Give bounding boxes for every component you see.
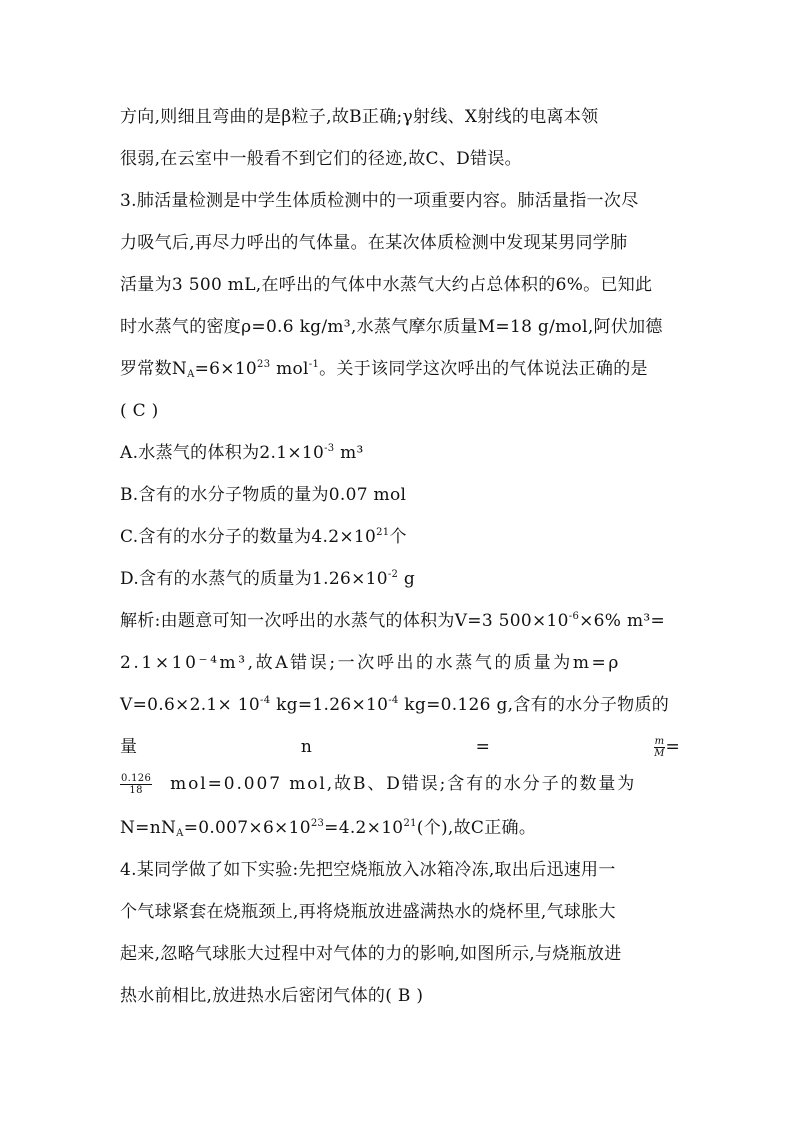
text: C.含有的水分子的数量为4.2×10	[120, 527, 377, 547]
question-4-line-2: 个气球紧套在烧瓶颈上,再将烧瓶放进盛满热水的烧杯里,气球胀大	[120, 902, 616, 922]
subscript: A	[187, 369, 195, 380]
superscript: 23	[257, 359, 271, 370]
superscript: -4	[388, 695, 399, 706]
fraction-0126-over-18	[120, 773, 152, 796]
question-3-line-1: 3.肺活量检测是中学生体质检测中的一项重要内容。肺活量指一次尽	[120, 191, 639, 211]
text: N=nN	[120, 818, 177, 838]
solution-line-6	[120, 816, 680, 840]
superscript: 21	[376, 527, 390, 538]
question-3-line-3: 活量为3 500 mL,在呼出的气体中水蒸气大约占总体积的6%。已知此	[120, 275, 653, 295]
text: 解析:由题意可知一次呼出的水蒸气的体积为V=3 500×10	[120, 611, 569, 631]
superscript: 21	[403, 818, 417, 829]
superscript: 23	[310, 818, 325, 829]
text: 。关于该同学这次呼出的气体说法正确的是	[319, 359, 648, 379]
question-4-line-1: 4.某同学做了如下实验:先把空烧瓶放入冰箱冷冻,取出后迅速用一	[120, 860, 616, 880]
fraction-numerator: 0.126	[121, 772, 152, 784]
option-d	[120, 567, 680, 591]
text: 个	[389, 527, 407, 547]
fraction-m-over-M	[654, 735, 680, 759]
solution-line-4	[120, 735, 680, 759]
question-4-line-3: 起来,忽略气球胀大过程中对气体的力的影响,如图所示,与烧瓶放进	[120, 944, 622, 964]
superscript: -6	[568, 611, 580, 622]
text: (个),故C正确。	[416, 818, 537, 838]
solution-line-3	[120, 693, 680, 717]
option-b: B.含有的水分子物质的量为0.07 mol	[120, 485, 407, 505]
text: =	[475, 737, 491, 757]
superscript: -3	[324, 443, 335, 454]
option-c	[120, 525, 680, 549]
option-a	[120, 441, 680, 465]
superscript: -2	[387, 569, 399, 580]
text: =4.2×10	[324, 818, 404, 838]
text: 罗常数N	[120, 359, 188, 379]
text: kg=1.26×10	[270, 695, 389, 715]
question-3-line-4: 时水蒸气的密度ρ=0.6 kg/m³,水蒸气摩尔质量M=18 g/mol,阿伏加德	[120, 317, 663, 337]
question-3-line-2: 力吸气后,再尽力呼出的气体量。在某次体质检测中发现某男同学肺	[120, 233, 628, 253]
text: 量	[120, 737, 138, 757]
superscript: -1	[308, 359, 320, 370]
text: mol	[270, 359, 309, 379]
prev-solution-line-1: 方向,则细且弯曲的是β粒子,故B正确;γ射线、X射线的电离本领	[120, 107, 599, 127]
text: =6×10	[194, 359, 258, 379]
fraction-denominator: 18	[129, 784, 143, 796]
text: ×6% m³=	[579, 611, 666, 631]
solution-line-5	[120, 772, 680, 796]
text: n	[300, 737, 313, 757]
fraction-denominator: M	[654, 748, 665, 759]
text: m³	[334, 443, 364, 463]
question-3-line-5	[120, 357, 680, 381]
text: =	[665, 737, 680, 757]
solution-line-2: 2.1×10⁻⁴m³,故A错误;一次呼出的水蒸气的质量为m=ρ	[120, 653, 622, 673]
text: V=0.6×2.1× 10	[120, 695, 261, 715]
question-3-answer: ( C )	[120, 401, 159, 421]
text: =0.007×6×10	[183, 818, 311, 838]
text: kg=0.126 g,含有的水分子物质的	[398, 695, 670, 715]
text: mol=0.007 mol,故B、D错误;含有的水分子的数量为	[170, 774, 637, 794]
text: A.水蒸气的体积为2.1×10	[120, 443, 325, 463]
subscript: A	[176, 828, 184, 839]
text: g	[398, 569, 416, 589]
question-4-line-4: 热水前相比,放进热水后密闭气体的( B )	[120, 986, 424, 1006]
solution-line-1	[120, 609, 680, 633]
prev-solution-line-2: 很弱,在云室中一般看不到它们的径迹,故C、D错误。	[120, 149, 522, 169]
text: D.含有的水蒸气的质量为1.26×10	[120, 569, 388, 589]
superscript: -4	[260, 695, 271, 706]
fraction-numerator: m	[654, 736, 665, 747]
